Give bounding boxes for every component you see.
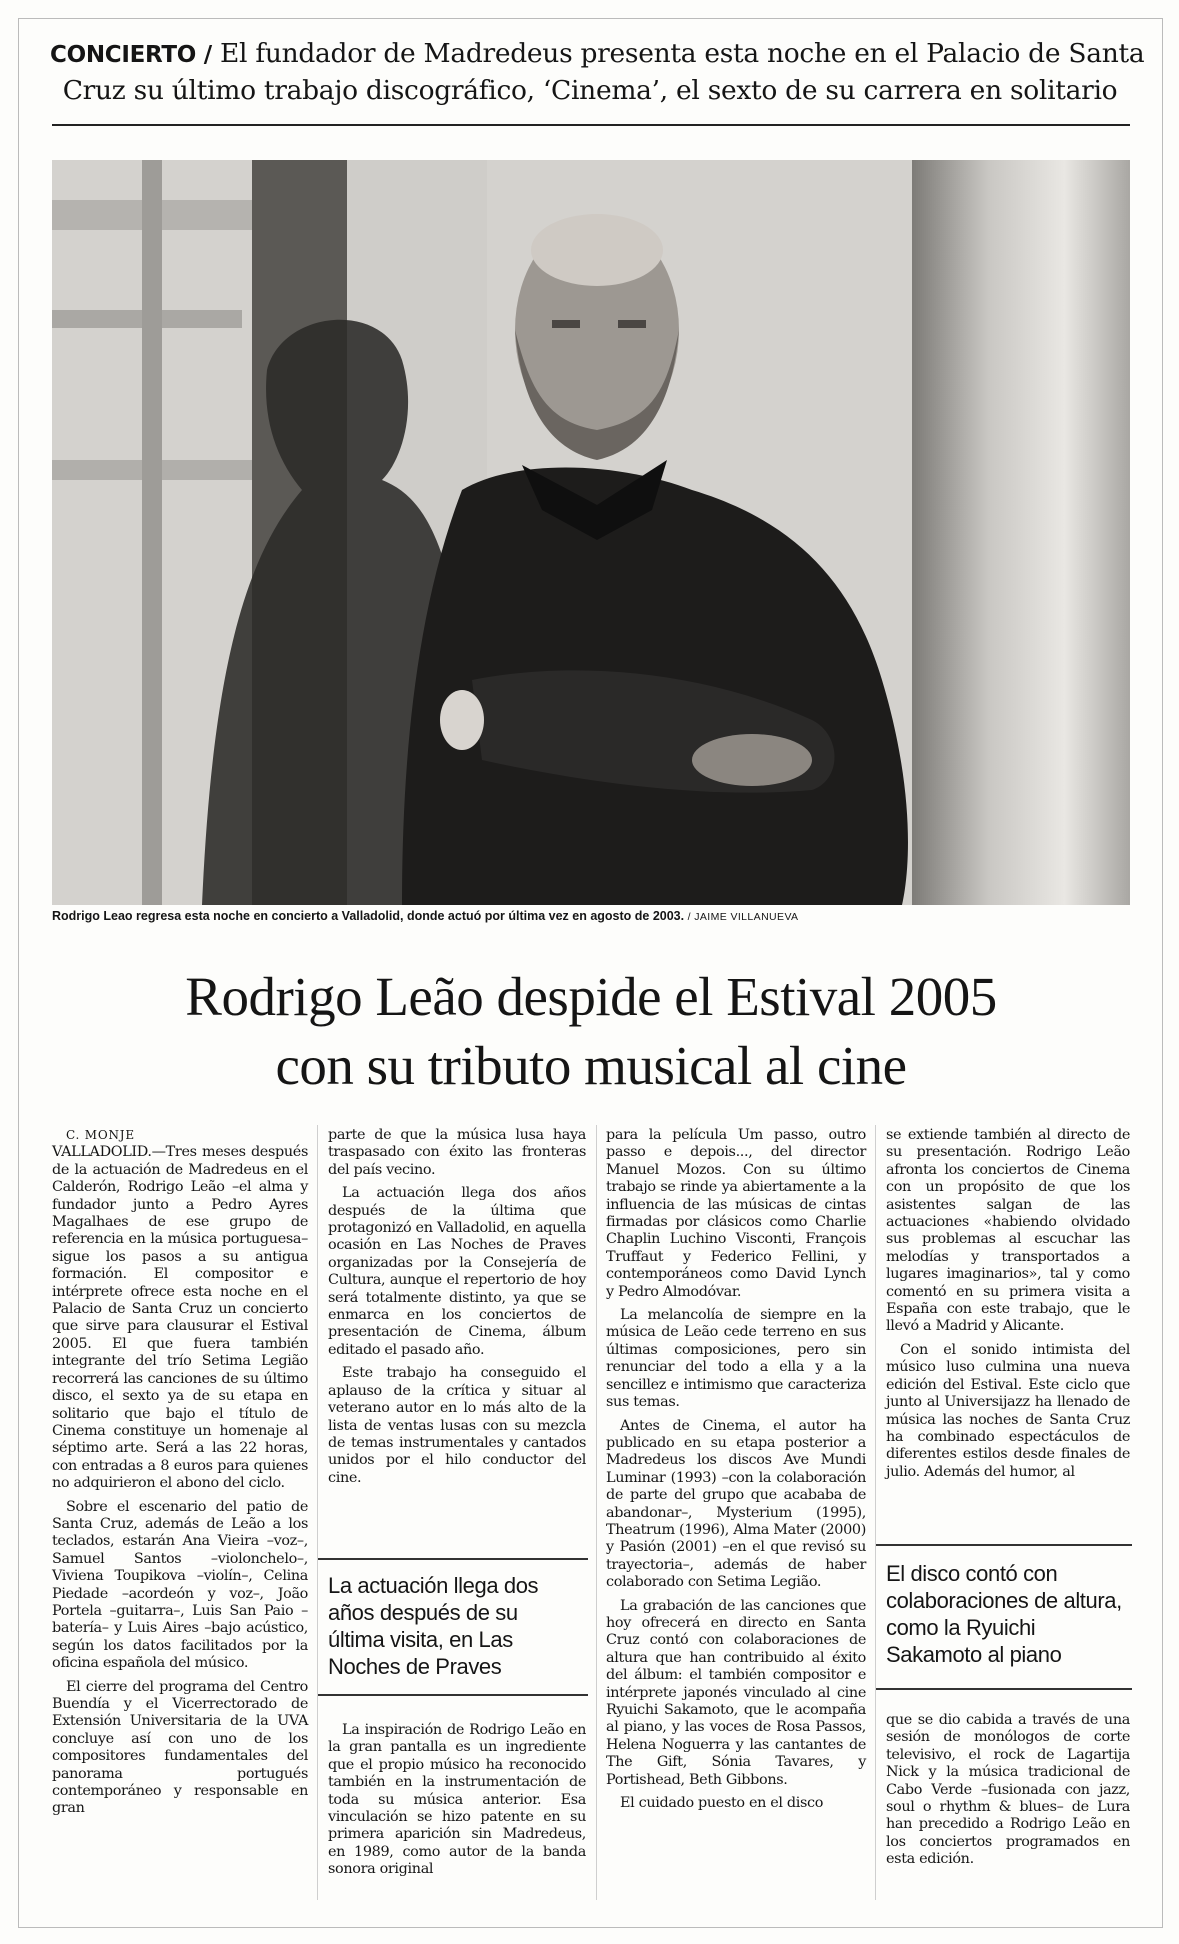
- pullquote-rule-top: [318, 1558, 588, 1560]
- pullquote-2: El disco contó con colaboraciones de altura, como la Ryuichi Sakamoto al piano: [886, 1561, 1122, 1667]
- kicker: [50, 36, 1145, 108]
- paragraph-text: —Tres meses después de la actuación de Madredeus en el Calderón, Rodrigo Leão –el alma y fundador junto a Pedro Ayres Magalhaes de ese grupo de referencia en la música portuguesa– sigue los pasos a su antigua formación. El compositor e intérprete ofrece esta noche en el Palacio de Santa Cruz un concierto que sirve para clausurar el Estival 2005. El que fuera también integrante del trío Setima Legião recorrerá las canciones de su último disco, el sexto ya de su etapa en solitario que bajo el título de Cinema constituye un homenaje al séptimo arte. Será a las 22 horas, con entradas a 8 euros para quienes no adquirieron el abono del ciclo.: [52, 1144, 308, 1492]
- headline-line-1: Rodrigo Leão despide el Estival 2005: [185, 966, 997, 1027]
- paragraph: Sobre el escenario del patio de Santa Cruz, además de Leão a los teclados, estarán Ana Vieira –voz–, Samuel Santos –violonchelo–, Viviena Toupikova –violín–, Celina Piedade –acordeón y voz–, João Portela –guitarra–, Luis San Paio –batería– y Luis Aires –bajo acústico, según los datos facilitados por la oficina española del músico.: [52, 1498, 308, 1672]
- column-divider: [596, 1125, 597, 1900]
- paragraph: La grabación de las canciones que hoy ofrecerá en directo en Santa Cruz contó con colaboraciones de altura que han contribuido al éxito del álbum: el también compositor e intérprete japonés vinculado al cine Ryuichi Sakamoto, que le acompaña al piano, y las voces de Rosa Passos, Helena Noguerra y las cantantes de The Gift, Sónia Tavares, y Portishead, Beth Gibbons.: [606, 1597, 866, 1788]
- paragraph: que se dio cabida a través de una sesión de monólogos de corte televisivo, el rock de Lagartija Nick y la música tradicional de Cabo Verde –fusionada con jazz, soul o rhythm & blues– de Lura han precedido a Rodrigo Leão en los conciertos programados en esta edición.: [886, 1712, 1130, 1868]
- article-column-3: [606, 1127, 866, 1812]
- paragraph: La inspiración de Rodrigo Leão en la gran pantalla es un ingrediente que el propio músico ha reconocido también en la instrumentación de toda su música anterior. Esa vinculación se hizo patente en su primera aparición sin Madredeus, en 1989, como autor de la banda sonora original: [328, 1722, 586, 1878]
- dateline: VALLADOLID.: [52, 1144, 152, 1161]
- paragraph: Este trabajo ha conseguido el aplauso de la crítica y situar al veterano autor en lo más alto de la lista de ventas lusas con su mezcla de temas instrumentales y cantados unidos por el hilo conductor del cine.: [328, 1365, 586, 1486]
- section-label: CONCIERTO /: [50, 42, 212, 68]
- photo-credit: / JAIME VILLANUEVA: [687, 911, 799, 923]
- article-column-2: [328, 1127, 586, 1487]
- kicker-text-1: El fundador de Madredeus presenta esta noche en el Palacio de Santa: [219, 38, 1145, 69]
- paragraph: La actuación llega dos años después de la última que protagonizó en Valladolid, en aquella ocasión en Las Noches de Praves organizadas por la Consejería de Cultura, aunque el repertorio de hoy será totalmente distinto, ya que se enmarca en los conciertos de presentación de Cinema, álbum editado el pasado año.: [328, 1185, 586, 1358]
- kicker-line-1: [50, 36, 1145, 73]
- paragraph: se extiende también al directo de su presentación. Rodrigo Leão afronta los conciertos de Cinema con un propósito de que los asistentes salgan de las actuaciones «habiendo olvidado sus problemas al escuchar las melodías y transportados a lugares imaginarios», tal y como comentó en su primera visita a España con este trabajo, que le llevó a Madrid y Alicante.: [886, 1127, 1130, 1335]
- paragraph: para la película Um passo, outro passo e depois..., del director Manuel Mozos. Con su último trabajo se rinde ya abiertamente a la influencia de las músicas de cintas firmadas por clásicos como Charlie Chaplin Luchino Visconti, François Truffaut y Federico Fellini, y contemporáneos como David Lynch y Pedro Almodóvar.: [606, 1127, 866, 1300]
- lead-paragraph: [52, 1144, 308, 1492]
- paragraph: El cierre del programa del Centro Buendía y el Vicerrectorado de Extensión Universitaria de la UVA concluye así con uno de los compositores fundamentales del panorama portugués contemporáneo y responsable en gran: [52, 1678, 308, 1817]
- paragraph: La melancolía de siempre en la música de Leão cede terreno en sus últimas composiciones, pero sin renunciar del todo a ella y a la sencillez e intimismo que caracteriza sus temas.: [606, 1307, 866, 1411]
- article-photo: [52, 160, 1130, 905]
- paragraph: Con el sonido intimista del músico luso culmina una nueva edición del Estival. Este ciclo que junto al Universijazz ha llenado de música las noches de Santa Cruz ha combinado espectáculos de diferentes estilos desde finales de julio. Además del humor, al: [886, 1341, 1130, 1480]
- article-column-4: [886, 1127, 1130, 1481]
- headline: [52, 962, 1130, 1100]
- headline-line-2: con su tributo musical al cine: [275, 1035, 907, 1096]
- photo-caption: [52, 909, 798, 923]
- pullquote-rule-top: [876, 1544, 1132, 1546]
- paragraph: Antes de Cinema, el autor ha publicado en su etapa posterior a Madredeus los discos Ave Mundi Luminar (1993) –con la colaboración de parte del grupo que acababa de abandonar–, Mysterium (1995), Theatrum (1996), Alma Mater (2000) y Pasión (2001) –en el que revisó su trayectoria–, además de haber colaborado con Setima Legião.: [606, 1417, 866, 1591]
- article-column-1: [52, 1127, 308, 1818]
- article-column-4-continued: [886, 1712, 1130, 1869]
- byline: C. MONJE: [66, 1128, 135, 1142]
- pullquote-1: La actuación llega dos años después de su última visita, en Las Noches de Praves: [328, 1573, 539, 1679]
- paragraph: El cuidado puesto en el disco: [620, 1795, 824, 1812]
- pullquote-rule-bottom: [876, 1688, 1132, 1690]
- kicker-text-2: Cruz su último trabajo discográfico, ‘Cinema’, el sexto de su carrera en solitario: [62, 75, 1118, 106]
- column-divider: [317, 1125, 318, 1900]
- caption-text: Rodrigo Leao regresa esta noche en concierto a Valladolid, donde actuó por última vez en agosto de 2003.: [52, 909, 685, 923]
- paragraph: parte de que la música lusa haya traspasado con éxito las fronteras del país vecino.: [328, 1127, 586, 1178]
- column-divider: [875, 1125, 876, 1900]
- pullquote-rule-bottom: [318, 1694, 588, 1696]
- kicker-rule: [52, 124, 1130, 126]
- article-column-2-continued: [328, 1722, 586, 1879]
- photo-illustration: [52, 160, 1130, 905]
